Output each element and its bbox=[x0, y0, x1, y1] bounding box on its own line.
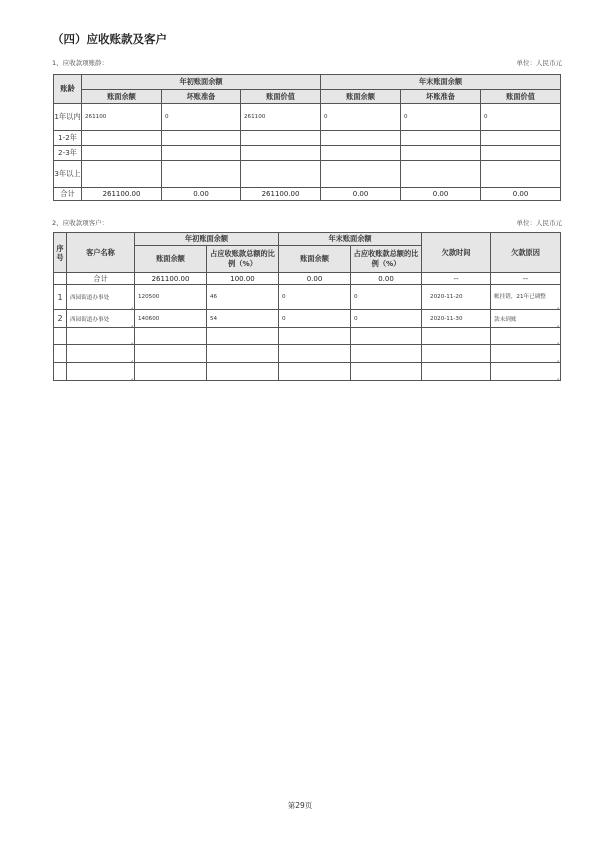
aging-cell[interactable]: 0 bbox=[481, 104, 561, 131]
aging-cell[interactable]: 0 bbox=[321, 104, 401, 131]
resize-grip-icon bbox=[554, 338, 559, 343]
header-end-balance: 账面余额 bbox=[279, 246, 351, 273]
resize-grip-icon bbox=[128, 356, 133, 361]
aging-cell[interactable] bbox=[82, 161, 162, 188]
resize-grip-icon bbox=[128, 321, 133, 326]
aging-col-header: 账面余额 bbox=[82, 90, 162, 104]
aging-unit: 单位：人民币元 bbox=[516, 59, 562, 67]
aging-cell[interactable] bbox=[82, 131, 162, 146]
customers-caption: 2、应收款项客户： bbox=[52, 219, 109, 227]
empty-cell[interactable] bbox=[351, 345, 422, 363]
empty-cell[interactable] bbox=[54, 345, 67, 363]
row-debt-reason[interactable] bbox=[491, 310, 561, 328]
aging-total-cell: 0.00 bbox=[321, 188, 401, 201]
empty-cell[interactable] bbox=[491, 345, 561, 363]
row-debt-time[interactable]: 2020-11-20 bbox=[422, 285, 491, 310]
aging-row-label: 1年以内 bbox=[54, 104, 82, 131]
aging-cell[interactable]: 0 bbox=[162, 104, 241, 131]
aging-cell[interactable] bbox=[321, 161, 401, 188]
header-debt-time: 欠款时间 bbox=[422, 233, 491, 273]
header-seq: 序号 bbox=[54, 233, 67, 273]
row-end-balance[interactable]: 0 bbox=[279, 285, 351, 310]
resize-grip-icon bbox=[554, 356, 559, 361]
empty-cell[interactable] bbox=[422, 328, 491, 345]
table-row bbox=[54, 131, 561, 146]
aging-total-cell: 0.00 bbox=[162, 188, 241, 201]
row-end-ratio[interactable]: 0 bbox=[351, 285, 422, 310]
total-end-ratio: 0.00 bbox=[351, 273, 422, 285]
total-end-balance: 0.00 bbox=[279, 273, 351, 285]
row-seq: 2 bbox=[54, 310, 67, 328]
aging-cell[interactable]: 261100 bbox=[241, 104, 321, 131]
empty-cell[interactable] bbox=[279, 363, 351, 381]
table-row bbox=[54, 310, 561, 328]
row-debt-time[interactable]: 2020-11-30 bbox=[422, 310, 491, 328]
aging-cell[interactable]: 0 bbox=[401, 104, 481, 131]
aging-cell[interactable] bbox=[401, 161, 481, 188]
aging-cell[interactable] bbox=[241, 161, 321, 188]
aging-corner: 账龄 bbox=[54, 75, 82, 104]
table-row bbox=[54, 146, 561, 161]
empty-cell[interactable] bbox=[54, 363, 67, 381]
total-reason: -- bbox=[491, 273, 561, 285]
row-debt-reason[interactable] bbox=[491, 285, 561, 310]
total-time: -- bbox=[422, 273, 491, 285]
empty-cell[interactable] bbox=[135, 328, 207, 345]
aging-col-header: 坏账准备 bbox=[401, 90, 481, 104]
aging-total-label: 合计 bbox=[54, 188, 82, 201]
aging-cell[interactable] bbox=[481, 131, 561, 146]
empty-cell[interactable] bbox=[207, 328, 279, 345]
aging-col-header: 账面价值 bbox=[241, 90, 321, 104]
row-end-ratio[interactable]: 0 bbox=[351, 310, 422, 328]
aging-col-header: 坏账准备 bbox=[162, 90, 241, 104]
empty-cell[interactable] bbox=[491, 328, 561, 345]
total-row bbox=[54, 273, 561, 285]
aging-total-cell: 0.00 bbox=[401, 188, 481, 201]
aging-cell[interactable]: 261100 bbox=[82, 104, 162, 131]
row-seq: 1 bbox=[54, 285, 67, 310]
aging-caption: 1、应收款项账龄： bbox=[52, 59, 109, 67]
aging-cell[interactable] bbox=[82, 146, 162, 161]
aging-cell[interactable] bbox=[162, 161, 241, 188]
table-row bbox=[54, 161, 561, 188]
aging-col-header: 账面余额 bbox=[321, 90, 401, 104]
empty-cell[interactable] bbox=[279, 345, 351, 363]
aging-cell[interactable] bbox=[481, 146, 561, 161]
resize-grip-icon bbox=[128, 303, 133, 308]
aging-total-cell: 261100.00 bbox=[241, 188, 321, 201]
resize-grip-icon bbox=[554, 321, 559, 326]
aging-cell[interactable] bbox=[162, 131, 241, 146]
empty-cell[interactable] bbox=[67, 328, 135, 345]
total-seq-cell bbox=[54, 273, 67, 285]
customers-table bbox=[53, 232, 561, 381]
header-customer-name: 客户名称 bbox=[67, 233, 135, 273]
row-begin-ratio[interactable]: 54 bbox=[207, 310, 279, 328]
empty-cell[interactable] bbox=[54, 328, 67, 345]
empty-row bbox=[54, 363, 561, 381]
aging-cell[interactable] bbox=[241, 146, 321, 161]
aging-group-end: 年末账面余额 bbox=[321, 75, 561, 90]
row-end-balance[interactable]: 0 bbox=[279, 310, 351, 328]
empty-cell[interactable] bbox=[135, 345, 207, 363]
table-row bbox=[54, 285, 561, 310]
total-row bbox=[54, 188, 561, 201]
aging-row-label: 1-2年 bbox=[54, 131, 82, 146]
empty-cell[interactable] bbox=[491, 363, 561, 381]
empty-cell[interactable] bbox=[135, 363, 207, 381]
aging-cell[interactable] bbox=[401, 131, 481, 146]
resize-grip-icon bbox=[128, 338, 133, 343]
customers-unit: 单位：人民币元 bbox=[516, 219, 562, 227]
aging-cell[interactable] bbox=[321, 131, 401, 146]
section-title: （四）应收账款及客户 bbox=[52, 32, 167, 46]
aging-col-header: 账面价值 bbox=[481, 90, 561, 104]
empty-cell[interactable] bbox=[207, 363, 279, 381]
empty-cell[interactable] bbox=[351, 328, 422, 345]
header-begin-balance: 账面余额 bbox=[135, 246, 207, 273]
empty-cell[interactable] bbox=[351, 363, 422, 381]
empty-row bbox=[54, 328, 561, 345]
resize-grip-icon bbox=[128, 374, 133, 379]
aging-row-label: 2-3年 bbox=[54, 146, 82, 161]
debt-reason-text: 帐挂错，21年已调整 bbox=[494, 293, 546, 300]
customers-group-begin: 年初账面余额 bbox=[135, 233, 279, 246]
customers-total-label: 合计 bbox=[67, 273, 135, 285]
row-begin-balance[interactable]: 120500 bbox=[135, 285, 207, 310]
aging-cell[interactable] bbox=[401, 146, 481, 161]
aging-total-cell: 0.00 bbox=[481, 188, 561, 201]
row-customer-name[interactable] bbox=[67, 285, 135, 310]
header-begin-ratio: 占应收账款总额的比例（%） bbox=[207, 246, 279, 273]
aging-group-begin: 年初账面余额 bbox=[82, 75, 321, 90]
resize-grip-icon bbox=[554, 303, 559, 308]
aging-cell[interactable] bbox=[481, 161, 561, 188]
empty-cell[interactable] bbox=[67, 345, 135, 363]
aging-cell[interactable] bbox=[321, 146, 401, 161]
aging-total-cell: 261100.00 bbox=[82, 188, 162, 201]
empty-cell[interactable] bbox=[207, 345, 279, 363]
empty-cell[interactable] bbox=[422, 345, 491, 363]
empty-cell[interactable] bbox=[422, 363, 491, 381]
total-begin-balance: 261100.00 bbox=[135, 273, 207, 285]
empty-row bbox=[54, 345, 561, 363]
row-customer-name[interactable] bbox=[67, 310, 135, 328]
header-end-ratio: 占应收账款总额的比例（%） bbox=[351, 246, 422, 273]
aging-table bbox=[53, 74, 561, 201]
customer-name-text: 西园街道办事处 bbox=[70, 295, 110, 301]
aging-row-label: 3年以上 bbox=[54, 161, 82, 188]
empty-cell[interactable] bbox=[67, 363, 135, 381]
customer-name-text: 西园街道办事处 bbox=[70, 316, 110, 323]
total-begin-ratio: 100.00 bbox=[207, 273, 279, 285]
resize-grip-icon bbox=[554, 374, 559, 379]
row-begin-balance[interactable]: 140600 bbox=[135, 310, 207, 328]
debt-reason-text: 款未到账 bbox=[494, 316, 517, 323]
page-number: 第29页 bbox=[287, 801, 313, 810]
header-debt-reason: 欠款原因 bbox=[491, 233, 561, 273]
row-begin-ratio[interactable]: 46 bbox=[207, 285, 279, 310]
table-row bbox=[54, 104, 561, 131]
aging-cell[interactable] bbox=[241, 131, 321, 146]
aging-cell[interactable] bbox=[162, 146, 241, 161]
empty-cell[interactable] bbox=[279, 328, 351, 345]
customers-group-end: 年末账面余额 bbox=[279, 233, 422, 246]
